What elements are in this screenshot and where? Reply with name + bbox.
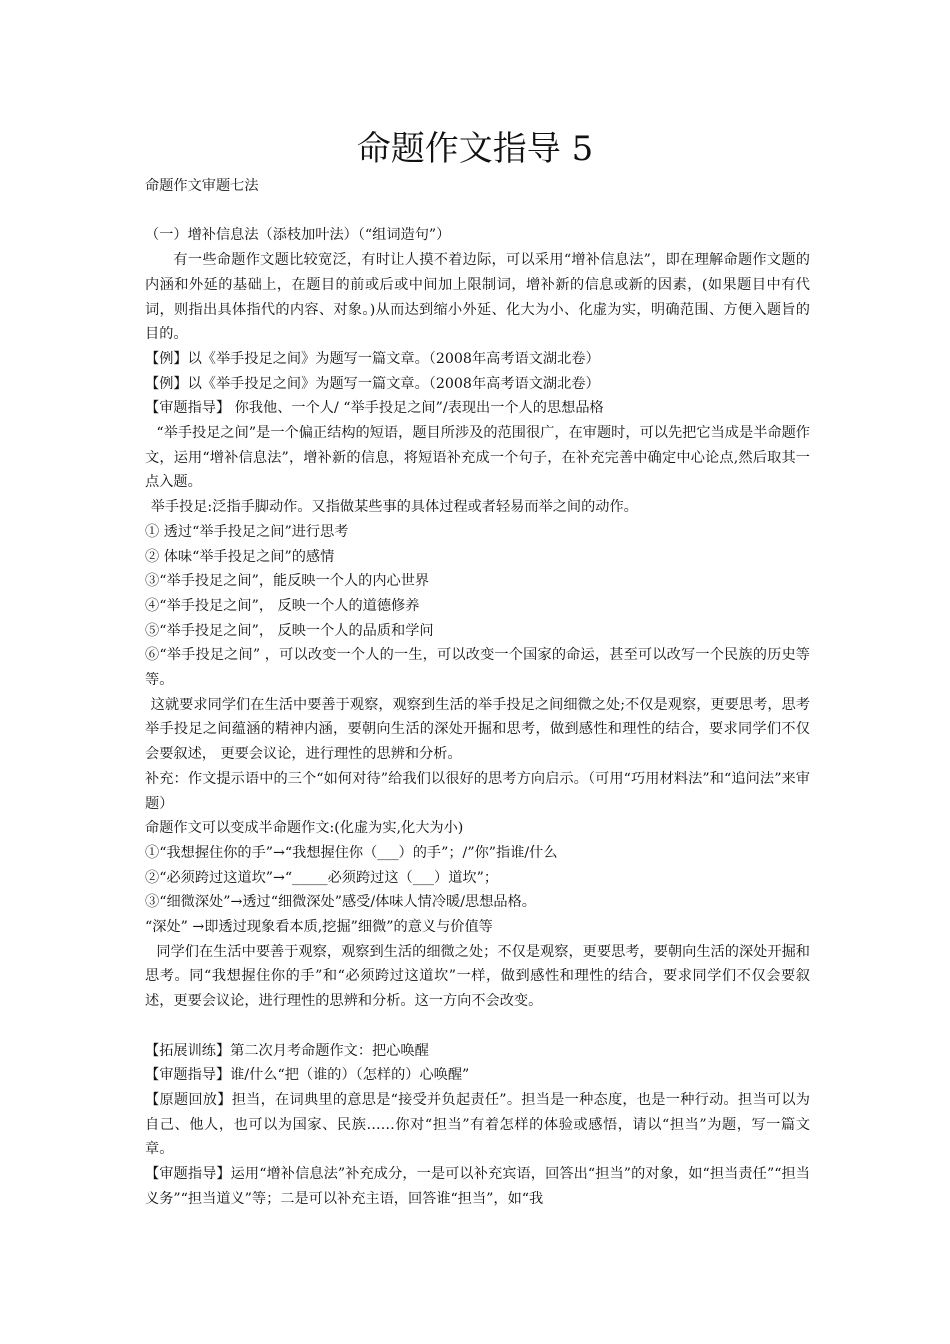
guide-line: 【审题指导】 你我他、一个人/ “举手投足之间”/表现出一个人的思想品格 <box>145 400 604 417</box>
list-item: “深处” →即透过现象看本质,挖掘”细微”的意义与价值等 <box>145 919 493 936</box>
training-line: 【拓展训练】第二次月考命题作文：把心唤醒 <box>145 1042 429 1059</box>
example-line: 【例】以《举手投足之间》为题写一篇文章。（2008年高考语文湖北卷） <box>145 350 600 367</box>
list-item: ③“举手投足之间”，能反映一个人的内心世界 <box>145 573 430 590</box>
list-item: ② 体味“举手投足之间”的感情 <box>145 548 335 565</box>
original-paragraph: 【原题回放】担当，在词典里的意思是“接受并负起责任”。担当是一种态度，也是一种行动。担当可以为自己、他人，也可以为国家、民族……你对“担当”有着怎样的体验或感悟，请以“担当”为题，写一篇文章。 <box>145 1091 810 1158</box>
example-line: 【例】以《举手投足之间》为题写一篇文章。（2008年高考语文湖北卷） <box>145 375 600 392</box>
requirement-paragraph: 这就要求同学们在生活中要善于观察，观察到生活的举手投足之间细微之处;不仅是观察，更要思考，思考举手投足之间蕴涵的精神内涵，要朝向生活的深处开掘和思考，做到感性和理性的结合，要求同学们不仅会要叙述， 更要会议论，进行理性的思辨和分析。 <box>145 696 810 763</box>
closing-paragraph: 同学们在生活中要善于观察，观察到生活的细微之处；不仅是观察，更要思考，要朝向生活的深处开掘和思考。同“我想握住你的手”和“必须跨过这道坎”一样，做到感性和理性的结合，要求同学们不仅会要叙述，更要会议论，进行理性的思辨和分析。这一方向不会改变。 <box>145 943 810 1010</box>
supplement-paragraph: 补充：作文提示语中的三个“如何对待”给我们以很好的思考方向启示。（可用“巧用材料法”和“追问法”来审题） <box>145 770 810 812</box>
convert-intro: 命题作文可以变成半命题作文:(化虚为实,化大为小) <box>145 820 464 837</box>
definition-paragraph: 举手投足:泛指手脚动作。又指做某些事的具体过程或者轻易而举之间的动作。 <box>150 499 638 516</box>
document-body <box>145 174 810 1212</box>
list-item: ③“细微深处”→透过“细微深处”感受/体味人情冷暖/思想品格。 <box>145 894 536 911</box>
blank-line <box>145 199 810 224</box>
list-item: ① 透过“举手投足之间”进行思考 <box>145 523 349 540</box>
intro-paragraph: 有一些命题作文题比较宽泛，有时让人摸不着边际，可以采用“增补信息法”，即在理解命题作文题的内涵和外延的基础上，在题目的前或后或中间加上限制词，增补新的信息或新的因素，(如果题目中有代词，则指出具体指代的内容、对象。)从而达到缩小外延、化大为小、化虚为实，明确范围、方便入题旨的目的。 <box>145 252 810 343</box>
guide-paragraph: 【审题指导】运用“增补信息法”补充成分，一是可以补充宾语，回答出“担当”的对象，如“担当责任”“担当义务”“担当道义”等；二是可以补充主语，回答谁“担当”，如“我 <box>145 1166 810 1207</box>
page-title: 命题作文指导 5 <box>356 129 594 169</box>
list-item: ⑤“举手投足之间”， 反映一个人的品质和学问 <box>145 622 434 639</box>
blank-line <box>145 1014 810 1039</box>
analysis-paragraph: “举手投足之间”是一个偏正结构的短语，题目所涉及的范围很广，在审题时，可以先把它当成是半命题作文，运用“增补信息法”，增补新的信息，将短语补充成一个句子，在补充完善中确定中心论点,然后取其一点入题。 <box>145 425 810 491</box>
list-item: ④“举手投足之间”， 反映一个人的道德修养 <box>145 597 420 614</box>
list-item: ②“必须跨过这道坎”→“_____必须跨过这（___）道坎”； <box>145 869 499 886</box>
list-item: ①“我想握住你的手”→“我想握住你（___）的手”；/”你”指谁/什么 <box>145 844 558 861</box>
list-item: ⑥“举手投足之间” ，可以改变一个人的一生，可以改变一个国家的命运，甚至可以改写一个民族的历史等等。 <box>145 647 810 689</box>
guide-line: 【审题指导】谁/什么“把（谁的）（怎样的）心唤醒” <box>145 1067 470 1084</box>
section-heading: （一）增补信息法（添枝加叶法）（“组词造句”） <box>145 227 451 244</box>
document-subtitle: 命题作文审题七法 <box>145 178 259 194</box>
